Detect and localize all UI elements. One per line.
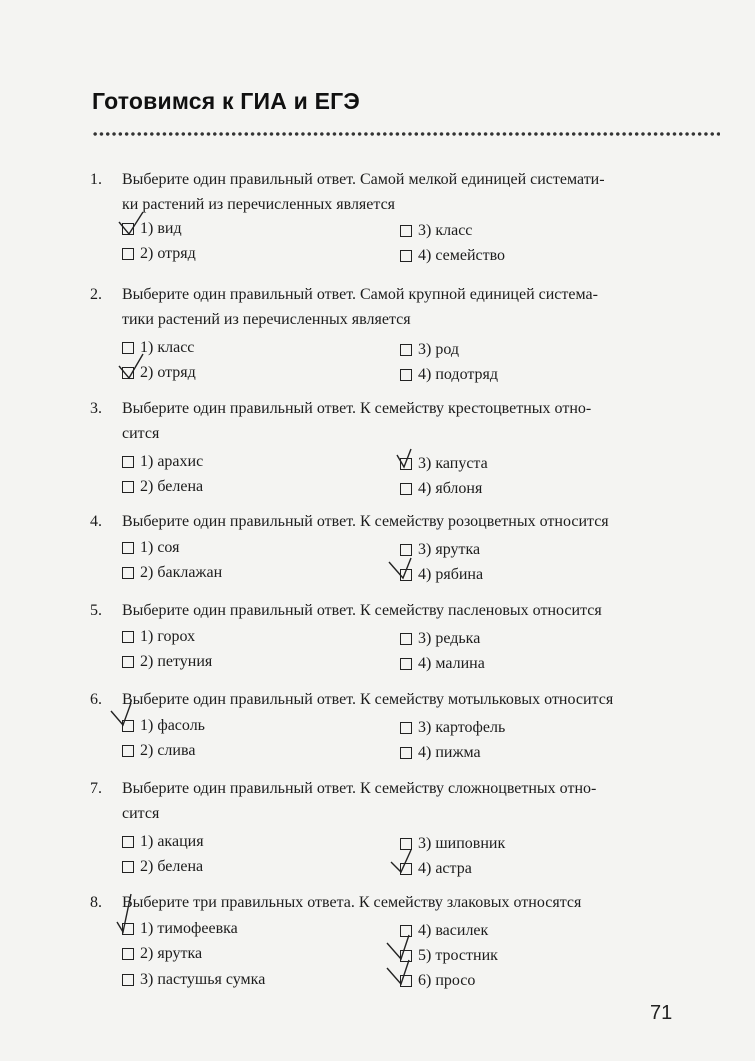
question-line: Выберите один правильный ответ. К семейству мотыльковых относится	[122, 691, 614, 708]
question-number: 5.	[90, 602, 102, 619]
option-4[interactable]	[400, 246, 505, 266]
question-3	[90, 396, 690, 502]
option-label: 3) класс	[418, 222, 473, 239]
checkbox[interactable]	[122, 745, 134, 757]
question-8	[90, 890, 690, 994]
option-label: 3) род	[418, 341, 460, 358]
option-label: 4) василек	[418, 922, 489, 939]
question-line: Выберите три правильных ответа. К семейству злаковых относятся	[122, 894, 582, 911]
question-1	[90, 167, 690, 269]
checkbox[interactable]	[122, 836, 134, 848]
question-text	[90, 396, 690, 446]
checkbox[interactable]	[122, 861, 134, 873]
options	[122, 219, 690, 269]
question-2	[90, 282, 690, 388]
question-line: Выберите один правильный ответ. К семейству крестоцветных отно-	[122, 400, 592, 417]
question-line: сится	[122, 805, 160, 822]
option-label: 1) соя	[140, 539, 180, 556]
checkmark-icon	[395, 449, 425, 475]
checkmark-icon	[117, 214, 147, 240]
checkbox[interactable]	[400, 975, 412, 987]
page-number: 71	[650, 1002, 673, 1024]
option-label: 3) пастушья сумка	[140, 971, 266, 988]
checkbox[interactable]	[400, 722, 412, 734]
option-3[interactable]	[400, 340, 459, 360]
checkbox[interactable]	[400, 633, 412, 645]
checkbox[interactable]	[122, 367, 134, 379]
checkbox[interactable]	[400, 925, 412, 937]
option-label: 2) белена	[140, 478, 204, 495]
options	[122, 919, 690, 994]
option-label: 3) картофель	[418, 719, 506, 736]
option-3[interactable]	[122, 970, 265, 990]
option-2[interactable]	[122, 477, 203, 497]
question-line: тики растений из перечисленных является	[122, 311, 411, 328]
option-1[interactable]	[122, 538, 179, 558]
option-3[interactable]	[400, 454, 488, 474]
option-5[interactable]	[400, 946, 498, 966]
checkbox[interactable]	[400, 250, 412, 262]
question-line: Выберите один правильный ответ. К семейству сложноцветных отно-	[122, 780, 597, 797]
options	[122, 452, 690, 502]
checkbox[interactable]	[400, 863, 412, 875]
question-text	[90, 282, 690, 332]
options	[122, 627, 690, 677]
option-4[interactable]	[400, 565, 483, 585]
dotted-divider	[92, 131, 720, 137]
checkbox[interactable]	[122, 631, 134, 643]
checkbox[interactable]	[122, 542, 134, 554]
option-label: 4) малина	[418, 655, 485, 672]
option-label: 6) просо	[418, 972, 476, 989]
question-text	[90, 687, 690, 712]
option-label: 1) вид	[140, 220, 182, 237]
checkbox[interactable]	[400, 569, 412, 581]
question-number: 7.	[90, 780, 102, 797]
question-7	[90, 776, 690, 882]
option-3[interactable]	[400, 718, 505, 738]
option-label: 4) яблоня	[418, 480, 483, 497]
checkbox[interactable]	[400, 544, 412, 556]
options	[122, 832, 690, 882]
option-label: 1) акация	[140, 833, 204, 850]
option-2[interactable]	[122, 652, 212, 672]
checkbox[interactable]	[122, 567, 134, 579]
checkbox[interactable]	[400, 747, 412, 759]
option-label: 1) арахис	[140, 453, 204, 470]
checkbox[interactable]	[122, 720, 134, 732]
checkbox[interactable]	[122, 948, 134, 960]
checkbox[interactable]	[400, 225, 412, 237]
option-1[interactable]	[122, 919, 238, 939]
checkbox[interactable]	[122, 974, 134, 986]
question-number: 8.	[90, 894, 102, 911]
question-6	[90, 687, 690, 766]
option-label: 2) баклажан	[140, 564, 223, 581]
question-line: Выберите один правильный ответ. К семейству пасленовых относится	[122, 602, 602, 619]
option-label: 4) астра	[418, 860, 472, 877]
option-label: 5) тростник	[418, 947, 498, 964]
checkbox[interactable]	[122, 923, 134, 935]
option-2[interactable]	[122, 944, 202, 964]
option-label: 2) слива	[140, 742, 196, 759]
checkbox[interactable]	[122, 481, 134, 493]
option-4[interactable]	[400, 654, 485, 674]
checkbox[interactable]	[400, 369, 412, 381]
checkmark-icon	[117, 358, 147, 384]
question-text	[90, 167, 690, 217]
checkmark-icon	[395, 941, 425, 967]
checkmark-icon	[395, 966, 425, 992]
question-4	[90, 509, 690, 588]
option-label: 2) петуния	[140, 653, 213, 670]
question-line: ки растений из перечисленных является	[122, 196, 396, 213]
option-4[interactable]	[400, 365, 498, 385]
checkbox[interactable]	[400, 344, 412, 356]
question-number: 2.	[90, 286, 102, 303]
question-number: 3.	[90, 400, 102, 417]
option-label: 3) шиповник	[418, 835, 506, 852]
question-5	[90, 598, 690, 677]
checkbox[interactable]	[122, 248, 134, 260]
option-1[interactable]	[122, 716, 205, 736]
question-text	[90, 890, 690, 915]
checkmark-icon	[117, 914, 147, 940]
checkbox[interactable]	[122, 342, 134, 354]
option-label: 3) ярутка	[418, 541, 481, 558]
question-line: сится	[122, 425, 160, 442]
option-label: 2) белена	[140, 858, 204, 875]
checkbox[interactable]	[400, 458, 412, 470]
options	[122, 338, 690, 388]
checkmark-icon	[117, 711, 147, 737]
option-label: 1) тимофеевка	[140, 920, 238, 937]
option-2[interactable]	[122, 741, 195, 761]
option-1[interactable]	[122, 219, 182, 239]
option-label: 3) редька	[418, 630, 481, 647]
page-title: Готовимся к ГИА и ЕГЭ	[92, 88, 360, 114]
option-label: 4) семейство	[418, 247, 506, 264]
option-label: 2) отряд	[140, 364, 196, 381]
option-2[interactable]	[122, 244, 196, 264]
question-line: Выберите один правильный ответ. Самой мелкой единицей системати-	[122, 171, 605, 188]
question-text	[90, 509, 690, 534]
checkbox[interactable]	[122, 456, 134, 468]
option-1[interactable]	[122, 627, 195, 647]
option-label: 1) класс	[140, 339, 195, 356]
question-number: 4.	[90, 513, 102, 530]
options	[122, 538, 690, 588]
option-4[interactable]	[400, 743, 481, 763]
question-line: Выберите один правильный ответ. К семейству розоцветных относится	[122, 513, 609, 530]
checkbox[interactable]	[400, 658, 412, 670]
option-6[interactable]	[400, 971, 475, 991]
question-text	[90, 598, 690, 623]
option-label: 2) ярутка	[140, 945, 203, 962]
option-2[interactable]	[122, 563, 222, 583]
option-2[interactable]	[122, 363, 196, 383]
question-number: 1.	[90, 171, 102, 188]
option-label: 4) пижма	[418, 744, 481, 761]
checkmark-icon	[395, 854, 425, 880]
question-text	[90, 776, 690, 826]
option-label: 1) фасоль	[140, 717, 205, 734]
option-4[interactable]	[400, 921, 488, 941]
option-label: 3) капуста	[418, 455, 488, 472]
option-1[interactable]	[122, 832, 204, 852]
option-3[interactable]	[400, 540, 480, 560]
option-3[interactable]	[400, 221, 472, 241]
option-3[interactable]	[400, 629, 480, 649]
checkbox[interactable]	[400, 950, 412, 962]
checkmark-icon	[395, 560, 425, 586]
option-3[interactable]	[400, 834, 505, 854]
option-4[interactable]	[400, 859, 472, 879]
option-4[interactable]	[400, 479, 482, 499]
option-2[interactable]	[122, 857, 203, 877]
option-1[interactable]	[122, 338, 194, 358]
options	[122, 716, 690, 766]
option-label: 4) рябина	[418, 566, 484, 583]
option-label: 2) отряд	[140, 245, 196, 262]
option-1[interactable]	[122, 452, 203, 472]
checkbox[interactable]	[400, 838, 412, 850]
option-label: 4) подотряд	[418, 366, 499, 383]
option-label: 1) горох	[140, 628, 196, 645]
checkbox[interactable]	[400, 483, 412, 495]
checkbox[interactable]	[122, 223, 134, 235]
question-number: 6.	[90, 691, 102, 708]
checkbox[interactable]	[122, 656, 134, 668]
question-line: Выберите один правильный ответ. Самой крупной единицей система-	[122, 286, 598, 303]
